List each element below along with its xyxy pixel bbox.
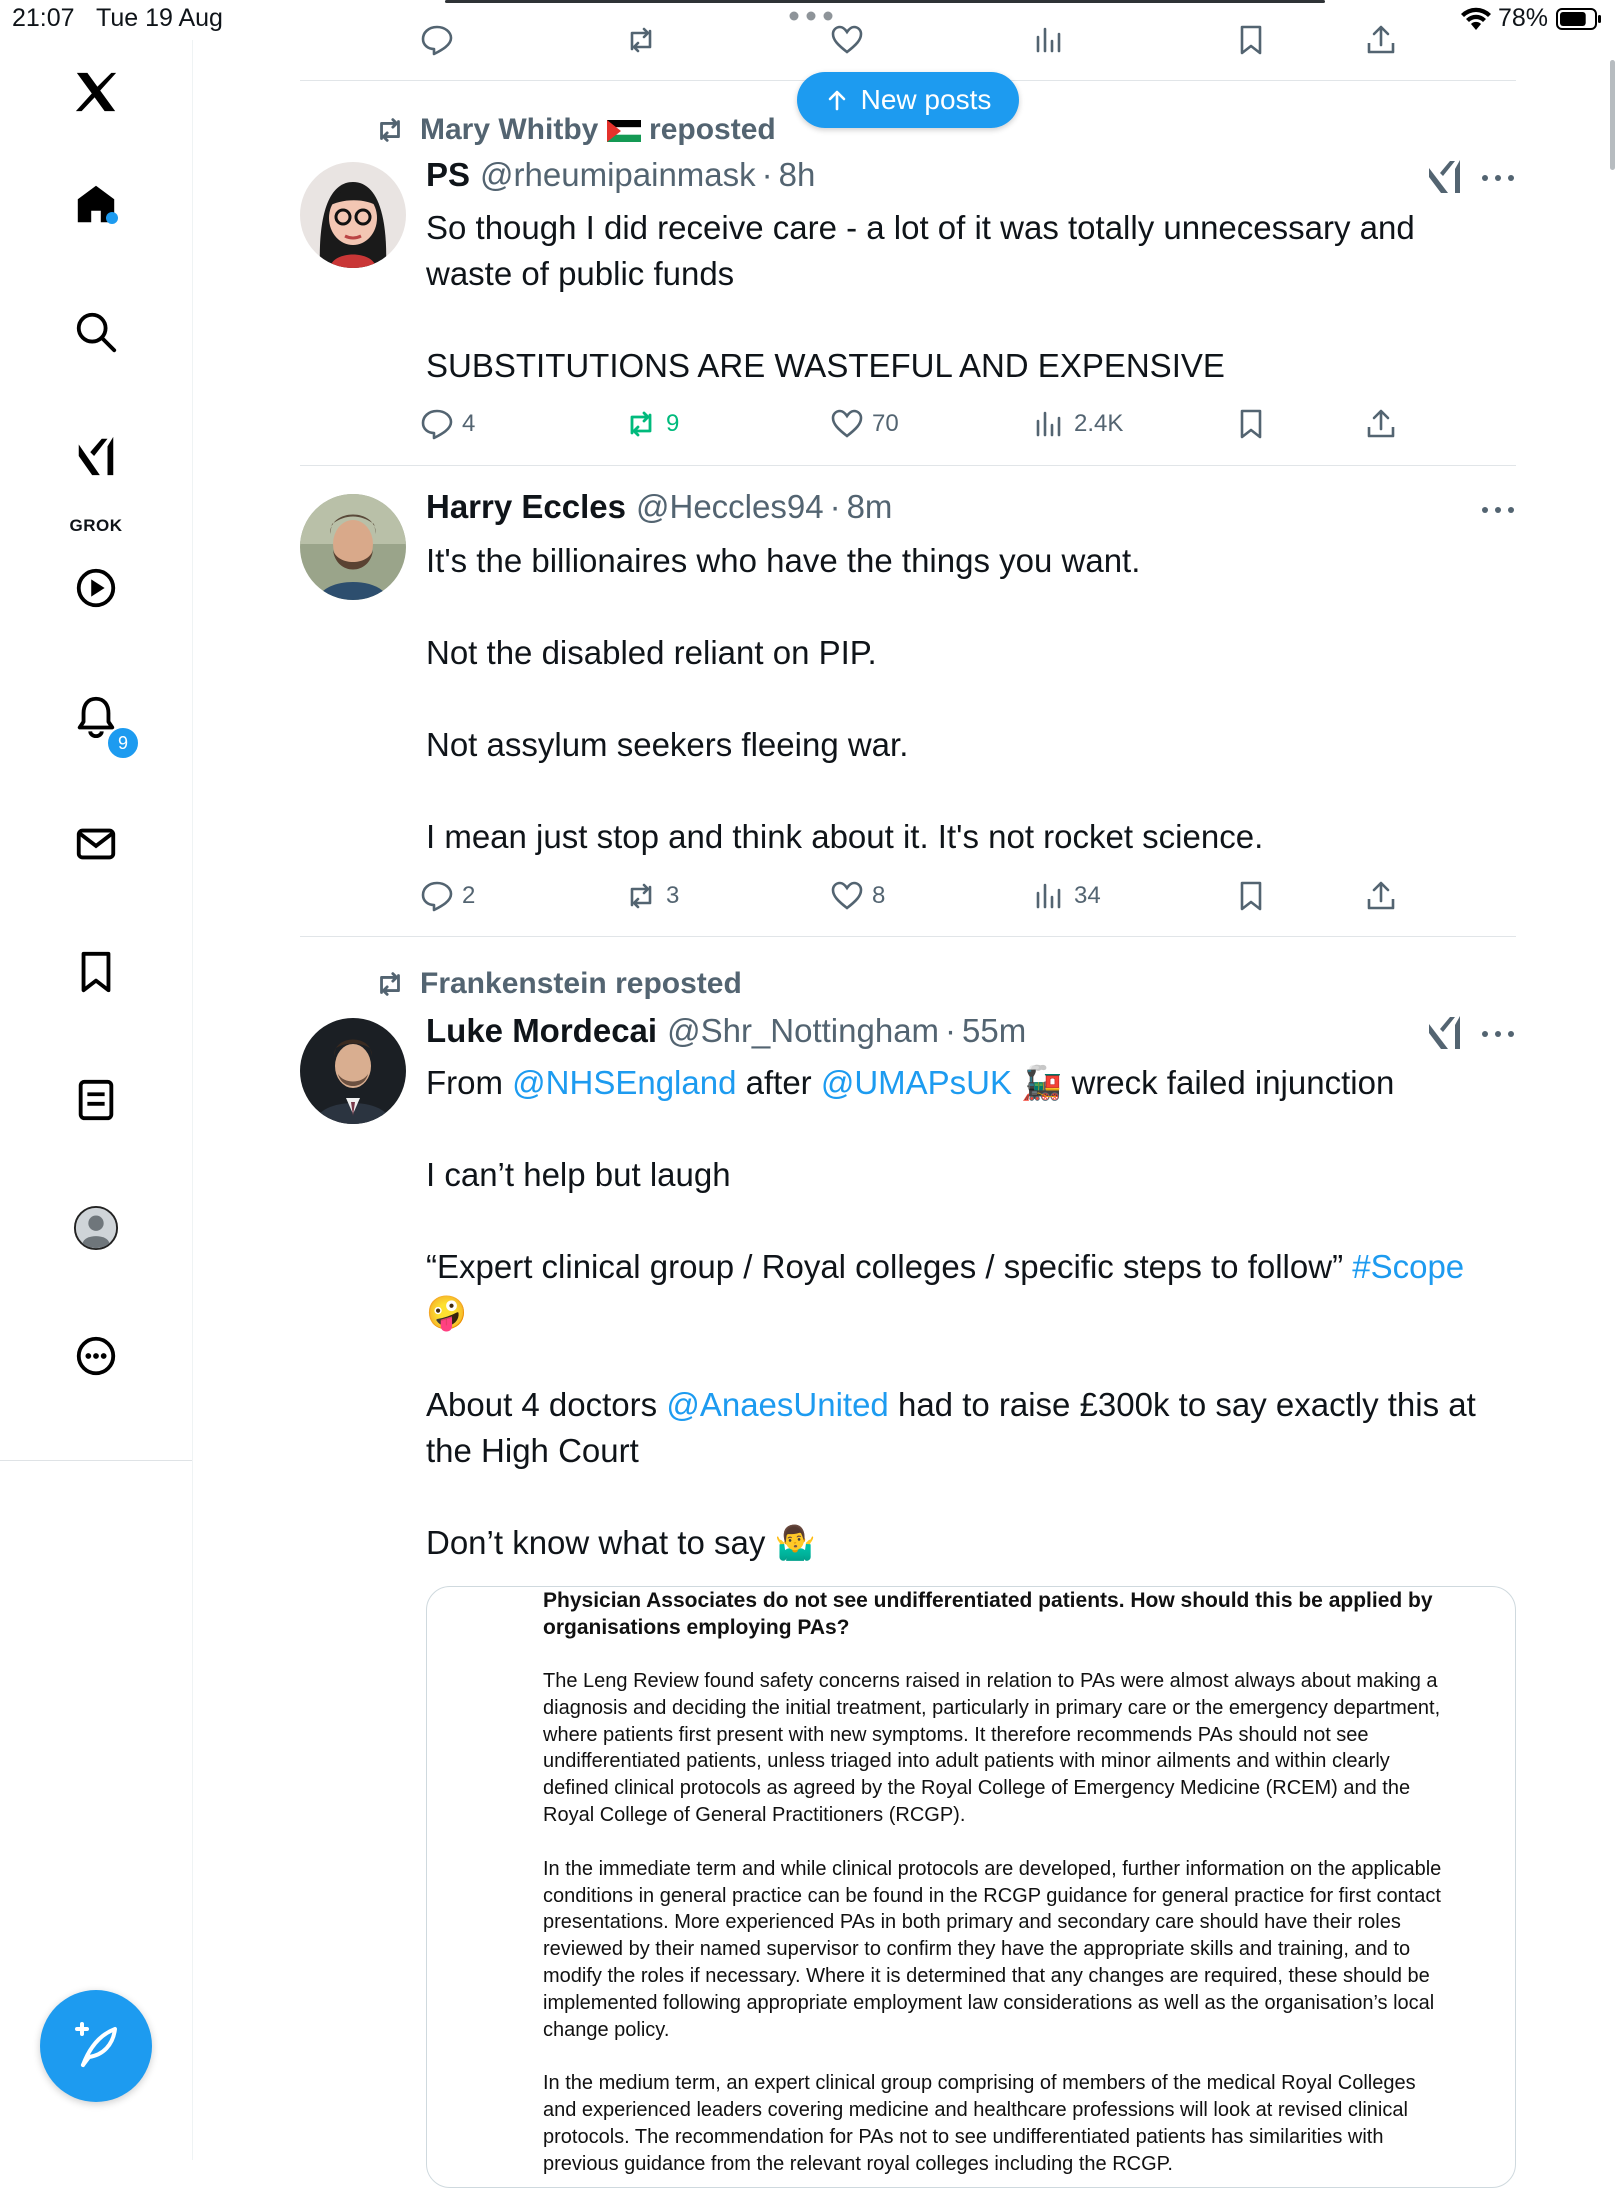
avatar-image: [300, 162, 406, 268]
avatar[interactable]: [300, 1018, 406, 1124]
avatar[interactable]: [300, 494, 406, 600]
post-time[interactable]: 8m: [846, 488, 893, 525]
post-header: Harry Eccles @Heccles94 · 8m: [426, 488, 893, 525]
author-name[interactable]: Harry Eccles: [426, 488, 626, 525]
mention-link[interactable]: @AnaesUnited: [666, 1386, 889, 1423]
status-date: Tue 19 Aug: [96, 4, 223, 32]
messages-icon[interactable]: [66, 814, 126, 874]
shrug-emoji: 🤷‍♂️: [774, 1524, 816, 1561]
lists-icon[interactable]: [66, 1070, 126, 1130]
document-text: [543, 1587, 1443, 2178]
post-text-line: Not assylum seekers fleeing war.: [426, 726, 909, 763]
post-header: PS @rheumipainmask · 8h: [426, 156, 816, 193]
timeline: [300, 0, 1516, 2175]
bookmark-button[interactable]: [1234, 20, 1268, 60]
post-time[interactable]: 8h: [778, 156, 816, 193]
document-question: Physician Associates do not see undifferentiated patients. How should this be applied by organisations employing PAs?: [543, 1589, 1433, 1639]
repost-suffix: reposted: [615, 967, 742, 1000]
reply-icon: [420, 879, 454, 913]
more-icon[interactable]: [1480, 1024, 1516, 1044]
repost-button[interactable]: [624, 404, 679, 444]
author-handle[interactable]: @rheumipainmask: [480, 156, 756, 193]
like-count: 8: [872, 882, 886, 909]
like-count: 70: [872, 410, 899, 437]
repost-icon: [374, 968, 406, 1000]
bookmark-icon: [1234, 879, 1268, 913]
bookmarks-icon[interactable]: [66, 942, 126, 1002]
search-icon[interactable]: [66, 302, 126, 362]
reply-icon: [420, 407, 454, 441]
share-icon: [1364, 407, 1398, 441]
battery-percent: 78%: [1498, 4, 1549, 32]
text-segment: after: [745, 1064, 812, 1101]
grok-explain-icon[interactable]: [1426, 1014, 1464, 1050]
previous-post-actions: [420, 20, 1420, 60]
sidebar-nav: [0, 40, 193, 2160]
post-text-line: Not the disabled reliant on PIP.: [426, 634, 877, 671]
repost-suffix: reposted: [649, 113, 776, 146]
like-button[interactable]: [830, 876, 885, 916]
post-text: [426, 538, 1506, 860]
repost-icon: [624, 23, 658, 57]
arrow-up-icon: [825, 88, 849, 112]
reply-button[interactable]: [420, 876, 475, 916]
reply-count: 2: [462, 882, 476, 909]
views-icon: [1032, 879, 1066, 913]
train-emoji: 🚂: [1021, 1064, 1063, 1101]
views-button[interactable]: [1032, 404, 1123, 444]
repost-count: 9: [666, 410, 680, 437]
author-handle[interactable]: @Heccles94: [635, 488, 824, 525]
grok-icon[interactable]: [66, 426, 126, 486]
reposter-name[interactable]: Mary Whitby: [420, 113, 599, 146]
compose-post-button[interactable]: [40, 1990, 152, 2102]
repost-count: 3: [666, 882, 680, 909]
notifications-badge: 9: [106, 726, 140, 760]
reply-button[interactable]: [420, 404, 475, 444]
like-button[interactable]: [830, 20, 864, 60]
repost-button[interactable]: [624, 876, 679, 916]
palestine-flag-icon: [607, 120, 641, 142]
more-options-icon[interactable]: [66, 1326, 126, 1386]
view-count: 2.4K: [1074, 410, 1124, 437]
post-text-line: It's the billionaires who have the things you want.: [426, 542, 1141, 579]
status-time: 21:07: [12, 4, 75, 32]
mention-link[interactable]: @UMAPsUK: [820, 1064, 1013, 1101]
repost-context: [374, 966, 742, 1002]
repost-icon: [374, 114, 406, 146]
post-text-line: I mean just stop and think about it. It's not rocket science.: [426, 818, 1264, 855]
views-button[interactable]: [1032, 876, 1101, 916]
bookmark-icon: [1234, 407, 1268, 441]
post-time[interactable]: 55m: [962, 1012, 1027, 1049]
document-paragraph: In the immediate term and while clinical protocols are developed, further information on the applicable conditions in general practice can be found in the RCGP guidance for general practice for first contact presentations. More experienced PAs in both primary and secondary care should have their roles reviewed by their named supervisor to confirm they have the appropriate skills and training, and to modify the roles if necessary. Where it is determined that any changes are required, these should be implemented following appropriate employment law considerations as well as the organisation’s local change policy.: [543, 1857, 1442, 2041]
x-logo-icon[interactable]: [66, 62, 126, 122]
hashtag-link[interactable]: #Scope: [1352, 1248, 1465, 1285]
post-text: [426, 1060, 1506, 1566]
views-icon: [1032, 407, 1066, 441]
author-handle[interactable]: @Shr_Nottingham: [667, 1012, 940, 1049]
mention-link[interactable]: @NHSEngland: [512, 1064, 737, 1101]
text-segment: About 4 doctors: [426, 1386, 658, 1423]
views-button[interactable]: [1032, 20, 1066, 60]
repost-context: [374, 112, 776, 148]
document-paragraph: In the medium term, an expert clinical group comprising of members of the medical Royal Colleges and experienced leaders covering medicine and healthcare professions will look at revised clinical protocols. The recommendation for PAs not to see undifferentiated patients has similarities with previous guidance from the relevant royal colleges including the RCGP.: [543, 2072, 1416, 2175]
reposter-name[interactable]: Frankenstein: [420, 967, 607, 1000]
heart-icon: [830, 879, 864, 913]
grok-label: GROK: [69, 516, 123, 535]
avatar[interactable]: [300, 162, 406, 268]
share-button[interactable]: [1364, 876, 1398, 916]
views-icon: [1032, 23, 1066, 57]
avatar-image: [300, 1018, 406, 1124]
avatar-image: [300, 494, 406, 600]
new-posts-label: New posts: [860, 84, 992, 115]
post-header: Luke Mordecai @Shr_Nottingham · 55m: [426, 1012, 1027, 1049]
post-text-line: SUBSTITUTIONS ARE WASTEFUL AND EXPENSIVE: [426, 347, 1225, 384]
heart-icon: [830, 407, 864, 441]
author-name[interactable]: Luke Mordecai: [426, 1012, 658, 1049]
share-icon: [1364, 879, 1398, 913]
text-segment: Don’t know what to say: [426, 1524, 766, 1561]
scrollbar[interactable]: [1610, 60, 1615, 170]
home-icon[interactable]: [66, 174, 126, 234]
profile-icon[interactable]: [66, 1198, 126, 1258]
text-segment: wreck failed injunction: [1071, 1064, 1395, 1101]
new-posts-button[interactable]: [797, 72, 1019, 128]
sidebar-divider: [0, 1460, 192, 1461]
text-segment: From: [426, 1064, 503, 1101]
repost-icon: [624, 407, 658, 441]
reply-icon: [420, 23, 454, 57]
reply-count: 4: [462, 410, 476, 437]
share-button[interactable]: [1364, 20, 1398, 60]
bookmark-button[interactable]: [1234, 876, 1268, 916]
quoted-text: “Expert clinical group / Royal colleges / specific steps to follow”: [426, 1248, 1344, 1285]
like-button[interactable]: [830, 404, 899, 444]
post-actions: [420, 404, 1420, 444]
heart-icon: [830, 23, 864, 57]
share-button[interactable]: [1364, 404, 1398, 444]
share-icon: [1364, 23, 1398, 57]
bookmark-icon: [1234, 23, 1268, 57]
home-unread-dot: [106, 212, 118, 224]
battery-icon: [1556, 8, 1602, 30]
post-divider: [300, 936, 1516, 937]
grok-explain-icon[interactable]: [1426, 158, 1464, 194]
post-text-line: So though I did receive care - a lot of it was totally unnecessary and waste of public funds: [426, 209, 1415, 292]
more-icon[interactable]: [1480, 500, 1516, 520]
reply-button[interactable]: [420, 20, 454, 60]
attached-image[interactable]: [426, 1586, 1516, 2188]
repost-icon: [624, 879, 658, 913]
repost-button[interactable]: [624, 20, 658, 60]
view-count: 34: [1074, 882, 1101, 909]
zany-face-emoji: 🤪: [426, 1294, 468, 1331]
compose-feather-icon: [69, 2019, 123, 2073]
author-name[interactable]: PS: [426, 156, 471, 193]
bookmark-button[interactable]: [1234, 404, 1268, 444]
post-divider: [300, 465, 1516, 466]
post-actions: [420, 876, 1420, 916]
post-text: [426, 205, 1506, 389]
video-icon[interactable]: [66, 558, 126, 618]
document-paragraph: The Leng Review found safety concerns raised in relation to PAs were almost always about making a diagnosis and deciding the initial treatment, particularly in primary care or the emergency department, where patients first present with new symptoms. It therefore recommends PAs should not see undifferentiated patients, unless triaged into adult patients with minor ailments and within clearly defined clinical protocols as agreed by the Royal College of Emergency Medicine (RCEM) and the Royal College of General Practitioners (RCGP).: [543, 1670, 1441, 1826]
more-icon[interactable]: [1480, 168, 1516, 188]
post-text-line: I can’t help but laugh: [426, 1156, 731, 1193]
text-segment: had to raise £300k to say exactly this at the High Court: [426, 1386, 1476, 1469]
